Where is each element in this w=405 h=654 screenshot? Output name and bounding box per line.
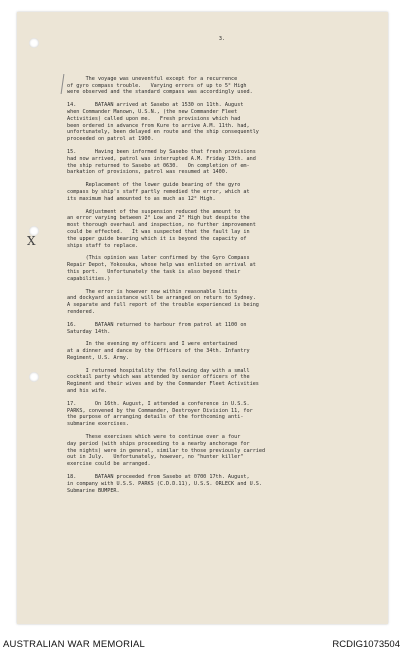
paragraph: In the evening my officers and I were entertained at a dinner and dance by the Officers of the 34th. Infantry Regiment, U.S. Army. — [67, 341, 250, 361]
margin-cross-mark: X — [27, 234, 36, 248]
paragraph: 14. BATAAN arrived at Sasebo at 1530 on 11th. August when Commander Manown, U.S.N., (the new Commander Fleet Activities) called upon me. Fresh provisions which had been ordered in advance from Kure to arrive A.M. 11th. had, unfortunately, been delayed en route and the ship consequently proceeded on patrol at 1900. — [67, 102, 259, 143]
document-body — [67, 36, 377, 500]
paragraph: I returned hospitality the following day with a small cocktail party which was attended by senior officers of the Regiment and their wives and by the Commander Fleet Activities and his wife. — [67, 367, 259, 395]
paragraph: 17. On 16th. August, I attended a conference in U.S.S. PARKS, convened by the Commander, Destroyer Division 11, for the purpose of arranging details of the forthcoming anti- submarine exercises. — [67, 400, 253, 428]
punch-hole — [29, 372, 39, 382]
page-number: 3. — [218, 36, 226, 42]
paragraph: The voyage was uneventful except for a recurrence of gyro compass trouble. Varying errors of up to 5° High were observed and the standard compass was accordingly used. — [67, 75, 253, 96]
paragraph: Adjustment of the suspension reduced the amount to an error varying between 2° Low and 2° High but despite the most thorough overhaul and inspection, no further improvement could be effected. It was suspected that the fault lay in the upper guide bearing which it is beyond the capacity of ships staff to replace. — [67, 208, 256, 249]
paragraph: 16. BATAAN returned to harbour from patrol at 1100 on Saturday 14th. — [67, 321, 247, 335]
archive-footer — [0, 634, 405, 654]
paragraph: 15. Having been informed by Sasebo that fresh provisions had now arrived, patrol was interrupted A.M. Friday 13th. and the ship returned to Sasebo at 0630. On completion of em- barkation of provisions, patrol was resumed at 1400. — [67, 148, 256, 176]
paragraph: Replacement of the lower guide bearing of the gyro compass by ship's staff partly remedied the error, which at its maximum had amounted to as much as 12° High. — [67, 182, 250, 202]
paragraph: 18. BATAAN proceeded from Sasebo at 0700 17th. August, in company with U.S.S. PARKS (C.D.D.11), U.S.S. ORLECK and U.S. Submarine BUMPER. — [67, 474, 262, 494]
margin-pencil-line — [61, 74, 65, 94]
record-id: RCDIG1073504 — [332, 639, 400, 650]
paragraph: These exercises which were to continue over a four day period (with ships proceeding to a nearby anchorage for the nights) were in general, similar to those previously carried out in July. Unfortunately, however, no "hunter killer" exercise could be arranged. — [67, 434, 266, 468]
paragraph: The error is however now within reasonable limits and dockyard assistance will be arranged on return to Sydney. A separate and full report of the trouble experienced is being rendered. — [67, 288, 259, 315]
document-page — [17, 12, 388, 624]
archive-name: AUSTRALIAN WAR MEMORIAL — [3, 639, 146, 650]
paragraph: (This opinion was later confirmed by the Gyro Compass Repair Depot, Yokosuka, whose help was enlisted on arrival at this port. Unfortunately the task is also beyond their capabilities.) — [67, 255, 256, 282]
punch-hole — [29, 38, 39, 48]
